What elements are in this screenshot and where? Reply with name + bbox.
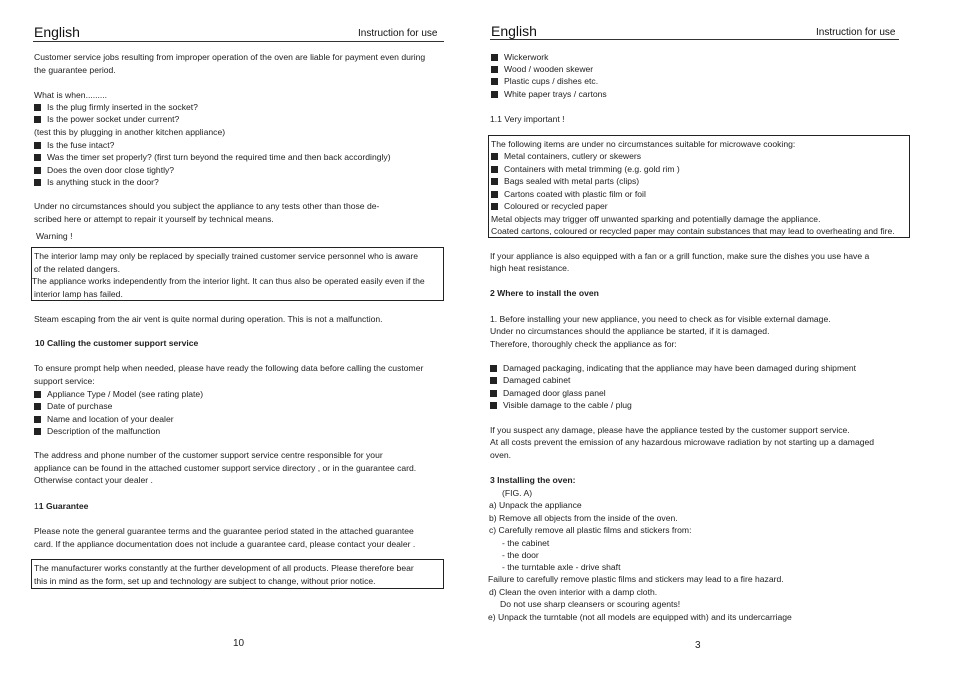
- bullet-square-icon: [491, 178, 498, 185]
- check-item: Is the plug firmly inserted in the socket?: [34, 101, 198, 114]
- bullet-square-icon: [490, 390, 497, 397]
- fan-text: high heat resistance.: [490, 263, 570, 273]
- dash-item: - the turntable axle - drive shaft: [502, 562, 621, 572]
- language-label: English: [491, 23, 537, 39]
- fan-text: If your appliance is also equipped with a fan or a grill function, make sure the dishes you use have a: [490, 251, 870, 261]
- bullet-square-icon: [491, 66, 498, 73]
- guarantee-text: card. If the appliance documentation does not include a guarantee card, please contact your dealer .: [34, 539, 416, 549]
- box-item: Metal containers, cutlery or skewers: [491, 150, 641, 163]
- language-label: English: [34, 24, 80, 40]
- manufacturer-line: this in mind as the form, set up and technology are subject to change, without prior notice.: [34, 576, 376, 586]
- suspect-text: At all costs prevent the emission of any hazardous microwave radiation by not starting up a damaged: [490, 437, 875, 447]
- box-item: Cartons coated with plastic film or foil: [491, 188, 646, 201]
- header-rule: [490, 39, 899, 40]
- what-is-when: What is when.........: [34, 90, 108, 100]
- page-number: 3: [695, 640, 701, 651]
- section-10-title: 10 Calling the customer support service: [35, 338, 199, 348]
- address-text: The address and phone number of the customer support service centre responsible for your: [34, 450, 383, 460]
- header-rule: [33, 41, 444, 42]
- section-10-text: To ensure prompt help when needed, please have ready the following data before calling the customer: [34, 363, 424, 373]
- bullet-square-icon: [491, 91, 498, 98]
- header-instruction-label: Instruction for use: [358, 28, 438, 39]
- check-item: Is the fuse intact?: [34, 139, 114, 152]
- right-page: [477, 0, 954, 676]
- bullet-square-icon: [34, 428, 41, 435]
- bullet-square-icon: [491, 166, 498, 173]
- install-step: a) Unpack the appliance: [489, 500, 582, 510]
- test-note: (test this by plugging in another kitchen appliance): [34, 127, 226, 137]
- page-number: 10: [233, 638, 245, 649]
- box-intro: The following items are under no circumstances suitable for microwave cooking:: [491, 139, 796, 149]
- bullet-square-icon: [491, 203, 498, 210]
- bullet-square-icon: [34, 154, 41, 161]
- box-note: Coated cartons, coloured or recycled paper may contain substances that may lead to overheating and fire.: [491, 226, 895, 236]
- dash-item: - the cabinet: [502, 538, 550, 548]
- data-item: Date of purchase: [34, 400, 112, 413]
- warning-line: of the related dangers.: [34, 264, 120, 274]
- box-note: Metal objects may trigger off unwanted sparking and potentially damage the appliance.: [491, 214, 821, 224]
- warning-box: [31, 247, 444, 301]
- unsuitable-item: White paper trays / cartons: [491, 88, 607, 101]
- bullet-square-icon: [34, 391, 41, 398]
- bullet-square-icon: [490, 402, 497, 409]
- bullet-square-icon: [34, 416, 41, 423]
- install-step: e) Unpack the turntable (not all models are equipped with) and its undercarriage: [488, 612, 792, 622]
- bullet-square-icon: [491, 54, 498, 61]
- damage-item: Damaged cabinet: [490, 374, 570, 387]
- under-no-line-1: Under no circumstances should you subject the appliance to any tests other than those de-: [34, 201, 380, 211]
- bullet-square-icon: [490, 377, 497, 384]
- failure-warning: Failure to carefully remove plastic films and stickers may lead to a fire hazard.: [488, 574, 784, 584]
- bullet-square-icon: [34, 104, 41, 111]
- install-step: b) Remove all objects from the inside of the oven.: [489, 513, 678, 523]
- figure-reference: (FIG. A): [502, 488, 533, 498]
- section-2-text: Under no circumstances should the appliance be started, if it is damaged.: [490, 326, 770, 336]
- warning-line: The interior lamp may only be replaced by specially trained customer service personnel who is aware: [34, 251, 419, 261]
- box-item: Bags sealed with metal parts (clips): [491, 175, 639, 188]
- bullet-square-icon: [34, 403, 41, 410]
- address-text: appliance can be found in the attached customer support service directory , or in the guarantee card.: [34, 463, 417, 473]
- guarantee-text: Please note the general guarantee terms and the guarantee period stated in the attached guarantee: [34, 526, 414, 536]
- bullet-square-icon: [490, 365, 497, 372]
- check-item: Was the timer set properly? (first turn beyond the required time and then back accordingly): [34, 151, 391, 164]
- data-item: Description of the malfunction: [34, 425, 160, 438]
- damage-item: Damaged packaging, indicating that the appliance may have been damaged during shipment: [490, 362, 856, 375]
- manufacturer-line: The manufacturer works constantly at the further development of all products. Please therefore bear: [34, 563, 414, 573]
- install-step: d) Clean the oven interior with a damp cloth.: [489, 587, 658, 597]
- damage-item: Damaged door glass panel: [490, 387, 606, 400]
- bullet-square-icon: [34, 142, 41, 149]
- warning-heading: Warning !: [36, 231, 73, 241]
- section-2-text: Therefore, thoroughly check the appliance as for:: [490, 339, 677, 349]
- data-item: Appliance Type / Model (see rating plate): [34, 388, 203, 401]
- very-important-heading: 1.1 Very important !: [490, 114, 565, 124]
- section-2-title: 2 Where to install the oven: [490, 288, 599, 298]
- install-step: c) Carefully remove all plastic films and stickers from:: [489, 525, 692, 535]
- unsuitable-item: Wickerwork: [491, 51, 548, 64]
- damage-item: Visible damage to the cable / plug: [490, 399, 632, 412]
- check-item: Is anything stuck in the door?: [34, 176, 159, 189]
- bullet-square-icon: [34, 116, 41, 123]
- box-item: Coloured or recycled paper: [491, 200, 608, 213]
- data-item: Name and location of your dealer: [34, 413, 174, 426]
- manufacturer-box: [31, 559, 444, 589]
- install-step-note: Do not use sharp cleansers or scouring agents!: [500, 599, 681, 609]
- box-item: Containers with metal trimming (e.g. gold rim ): [491, 163, 680, 176]
- unsuitable-item: Plastic cups / dishes etc.: [491, 75, 598, 88]
- bullet-square-icon: [491, 78, 498, 85]
- dash-item: - the door: [502, 550, 539, 560]
- warning-line: interior lamp has failed.: [34, 289, 123, 299]
- address-text: Otherwise contact your dealer .: [34, 475, 153, 485]
- under-no-line-2: scribed here or attempt to repair it yourself by technical means.: [34, 214, 274, 224]
- section-2-text: 1. Before installing your new appliance, you need to check as for visible external damage.: [490, 314, 831, 324]
- section-10-text: support service:: [34, 376, 95, 386]
- steam-note: Steam escaping from the air vent is quite normal during operation. This is not a malfunction.: [34, 314, 383, 324]
- intro-line-2: the guarantee period.: [34, 65, 116, 75]
- check-item: Is the power socket under current?: [34, 113, 179, 126]
- warning-line: The appliance works independently from the interior light. It can thus also be operated easily even if the: [32, 276, 425, 286]
- check-item: Does the oven door close tightly?: [34, 164, 174, 177]
- suspect-text: oven.: [490, 450, 512, 460]
- section-3-title: 3 Installing the oven:: [490, 475, 576, 485]
- unsuitable-box: [488, 135, 910, 238]
- bullet-square-icon: [34, 167, 41, 174]
- intro-line-1: Customer service jobs resulting from improper operation of the oven are liable for payment even during: [34, 52, 426, 62]
- bullet-square-icon: [491, 191, 498, 198]
- suspect-text: If you suspect any damage, please have the appliance tested by the customer support service.: [490, 425, 850, 435]
- bullet-square-icon: [491, 153, 498, 160]
- unsuitable-item: Wood / wooden skewer: [491, 63, 593, 76]
- header-instruction-label: Instruction for use: [816, 27, 896, 38]
- section-11-title: 11 Guarantee: [34, 501, 89, 511]
- bullet-square-icon: [34, 179, 41, 186]
